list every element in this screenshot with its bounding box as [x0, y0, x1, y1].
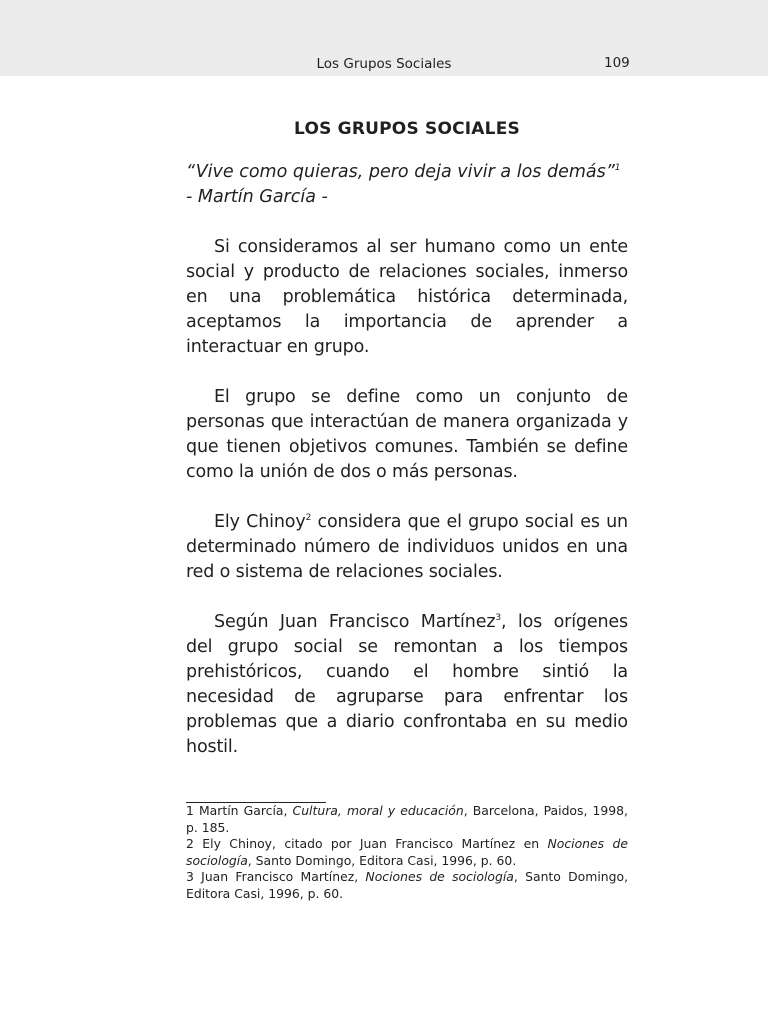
epigraph — [186, 160, 628, 210]
footnote-2-text: 2 Ely Chinoy, citado por Juan Francisco Martínez en — [186, 836, 548, 851]
footnote-2-title: Nociones de sociología — [186, 836, 628, 868]
paragraph-3-rest: considera que el grupo social es un determinado número de individuos unidos en una red o sistema de relaciones sociales. — [186, 512, 628, 582]
footnote-1-title: Cultura, moral y educación — [292, 803, 464, 818]
paragraph-4-start: Según Juan Francisco Martínez — [214, 612, 496, 632]
footnote-1 — [186, 803, 628, 836]
footnote-ref-3: 3 — [495, 613, 501, 624]
footnote-2 — [186, 836, 628, 869]
page-number: 109 — [604, 55, 630, 71]
epigraph-quote-line — [186, 160, 628, 185]
paragraph-2: El grupo se define como un conjunto de personas que interactúan de manera organizada y que tienen objetivos comunes. También se define como la unión de dos o más personas. — [186, 387, 628, 482]
footnote-3 — [186, 869, 628, 902]
footnote-3-text: 3 Juan Francisco Martínez, — [186, 869, 366, 884]
footnotes — [186, 803, 628, 902]
chapter-title: LOS GRUPOS SOCIALES — [294, 119, 520, 139]
epigraph-author: - Martín García - — [186, 187, 328, 207]
footnote-2-source: , Santo Domingo, Editora Casi, 1996, p. 60. — [247, 852, 517, 868]
paragraph-3 — [186, 510, 628, 585]
footnote-ref-1: 1 — [614, 163, 621, 174]
paragraph-4-rest: , los orígenes del grupo social se remontan a los tiempos prehistóricos, cuando el hombre sintió la necesidad de agruparse para enfrentar los problemas que a diario confrontaba en su medio hostil. — [186, 612, 629, 757]
page-body — [186, 114, 628, 760]
epigraph-quote: “Vive como quieras, pero deja vivir a los demás” — [186, 162, 615, 182]
footnote-3-title: Nociones de sociología — [365, 869, 514, 884]
footnote-3-source: , Santo Domingo, Editora Casi, 1996, p. 60. — [186, 869, 629, 901]
running-title: Los Grupos Sociales — [316, 56, 452, 72]
footnote-1-text: 1 Martín García, — [186, 803, 293, 818]
paragraph-4 — [186, 610, 628, 760]
running-header — [0, 56, 768, 76]
footnote-1-source: , Barcelona, Paidos, 1998, p. 185. — [186, 803, 628, 835]
paragraph-3-start: Ely Chinoy — [214, 512, 306, 532]
footnote-ref-2: 2 — [305, 513, 312, 524]
paragraph-1: Si consideramos al ser humano como un ente social y producto de relaciones sociales, inmerso en una problemática histórica determinada, aceptamos la importancia de aprender a interactuar en grupo. — [186, 237, 628, 357]
